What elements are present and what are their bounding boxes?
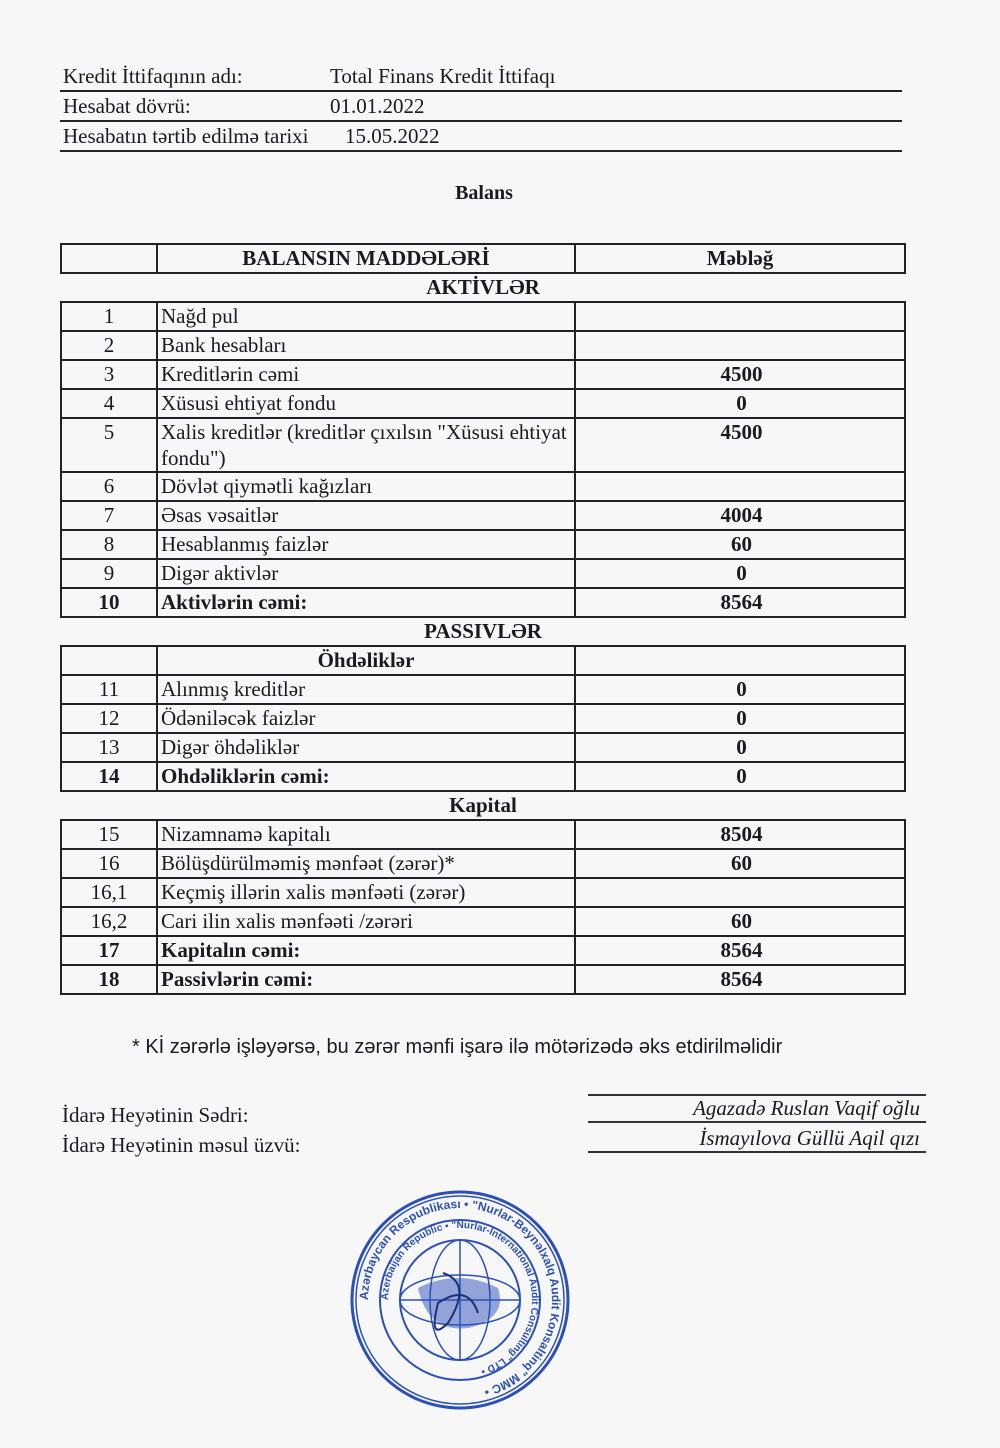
row-number: 1 — [61, 302, 157, 331]
empty-cell — [575, 646, 905, 675]
footnote: * Kİ zərərlə işləyərsə, bu zərər mənfi işarə ilə mötərizədə əks etdirilməlidir — [132, 1036, 783, 1058]
row-label: Xalis kreditlər (kreditlər çıxılsın "Xüsusi ehtiyat fondu") — [157, 418, 575, 472]
row-amount — [575, 472, 905, 501]
table-row — [61, 675, 905, 704]
table-row — [61, 501, 905, 530]
row-number: 11 — [61, 675, 157, 704]
chair-name: Agazadə Ruslan Vaqif oğlu — [588, 1094, 926, 1123]
row-number: 18 — [61, 965, 157, 994]
company-stamp — [348, 1188, 572, 1412]
row-label: Digər öhdəliklər — [157, 733, 575, 762]
row-number: 6 — [61, 472, 157, 501]
capital-heading-row — [61, 791, 905, 820]
row-label: Ohdəliklərin cəmi: — [157, 762, 575, 791]
table-row — [61, 704, 905, 733]
table-row — [61, 472, 905, 501]
row-amount — [575, 302, 905, 331]
stamp-outer-text: Azərbaycan Respublikası • "Nurlar-Beynəlxalq Audit Konsaltinq" MMC • — [356, 1196, 564, 1400]
row-amount: 0 — [575, 675, 905, 704]
union-name-value: Total Finans Kredit İttifaqı — [330, 64, 556, 88]
period-row — [60, 92, 902, 122]
row-amount: 60 — [575, 907, 905, 936]
table-row — [61, 530, 905, 559]
row-number: 3 — [61, 360, 157, 389]
table-row — [61, 907, 905, 936]
row-amount: 60 — [575, 530, 905, 559]
row-number: 12 — [61, 704, 157, 733]
table-row — [61, 389, 905, 418]
member-name: İsmayılova Güllü Aqil qızı — [588, 1126, 926, 1153]
obligations-heading: Öhdəliklər — [157, 646, 575, 675]
row-number: 7 — [61, 501, 157, 530]
row-amount: 8504 — [575, 820, 905, 849]
row-number: 14 — [61, 762, 157, 791]
table-row — [61, 965, 905, 994]
liabilities-heading: PASSIVLƏR — [61, 617, 905, 646]
row-label: Dövlət qiymətli kağızları — [157, 472, 575, 501]
row-amount: 8564 — [575, 936, 905, 965]
union-name-row — [60, 62, 902, 92]
table-row — [61, 302, 905, 331]
row-label: Kreditlərin cəmi — [157, 360, 575, 389]
row-amount: 4500 — [575, 360, 905, 389]
row-label: Keçmiş illərin xalis mənfəəti (zərər) — [157, 878, 575, 907]
header-items: BALANSIN MADDƏLƏRİ — [157, 244, 575, 273]
row-number: 13 — [61, 733, 157, 762]
table-row — [61, 559, 905, 588]
table-row — [61, 588, 905, 617]
row-number: 16 — [61, 849, 157, 878]
row-amount: 0 — [575, 762, 905, 791]
header-amount: Məbləğ — [575, 244, 905, 273]
row-number: 10 — [61, 588, 157, 617]
row-number: 17 — [61, 936, 157, 965]
table-row — [61, 733, 905, 762]
header-num-cell — [61, 244, 157, 273]
table-row — [61, 878, 905, 907]
table-row — [61, 418, 905, 472]
report-date-row — [60, 122, 902, 152]
row-label: Bölüşdürülməmiş mənfəət (zərər)* — [157, 849, 575, 878]
row-label: Xüsusi ehtiyat fondu — [157, 389, 575, 418]
row-number: 9 — [61, 559, 157, 588]
assets-heading-row — [61, 273, 905, 302]
table-row — [61, 849, 905, 878]
row-label: Nağd pul — [157, 302, 575, 331]
row-label: Alınmış kreditlər — [157, 675, 575, 704]
report-date-value: 15.05.2022 — [345, 124, 440, 148]
page-title: Balans — [455, 182, 513, 204]
row-amount: 0 — [575, 704, 905, 733]
row-label: Nizamnamə kapitalı — [157, 820, 575, 849]
table-row — [61, 360, 905, 389]
period-value: 01.01.2022 — [330, 94, 425, 118]
table-header-row — [61, 244, 905, 273]
balance-table — [60, 243, 906, 995]
row-label: Passivlərin cəmi: — [157, 965, 575, 994]
capital-heading: Kapital — [61, 791, 905, 820]
row-amount: 0 — [575, 733, 905, 762]
row-amount: 8564 — [575, 588, 905, 617]
row-label: Cari ilin xalis mənfəəti /zərəri — [157, 907, 575, 936]
row-label: Aktivlərin cəmi: — [157, 588, 575, 617]
row-amount — [575, 331, 905, 360]
row-number: 4 — [61, 389, 157, 418]
row-label: Əsas vəsaitlər — [157, 501, 575, 530]
table-row — [61, 936, 905, 965]
row-label: Ödəniləcək faizlər — [157, 704, 575, 733]
row-number: 5 — [61, 418, 157, 472]
chair-label: İdarə Heyətinin Sədri: — [62, 1103, 249, 1127]
row-amount: 60 — [575, 849, 905, 878]
row-amount — [575, 878, 905, 907]
liabilities-heading-row — [61, 617, 905, 646]
union-name-label: Kredit İttifaqının adı: — [63, 64, 243, 88]
table-row — [61, 331, 905, 360]
row-number: 15 — [61, 820, 157, 849]
member-label: İdarə Heyətinin məsul üzvü: — [62, 1133, 301, 1157]
row-label: Digər aktivlər — [157, 559, 575, 588]
period-label: Hesabat dövrü: — [63, 94, 191, 118]
row-label: Bank hesabları — [157, 331, 575, 360]
stamp-inner-text: Azerbaijan Republic • "Nurlar-International Audit Consulting" LTD • — [379, 1219, 541, 1377]
report-date-label: Hesabatın tərtib edilmə tarixi — [63, 124, 309, 148]
row-number: 16,2 — [61, 907, 157, 936]
row-label: Hesablanmış faizlər — [157, 530, 575, 559]
row-amount: 4004 — [575, 501, 905, 530]
obligations-heading-row — [61, 646, 905, 675]
table-row — [61, 762, 905, 791]
assets-heading: AKTİVLƏR — [61, 273, 905, 302]
row-number: 8 — [61, 530, 157, 559]
table-row — [61, 820, 905, 849]
row-amount: 0 — [575, 559, 905, 588]
row-amount: 0 — [575, 389, 905, 418]
row-number: 2 — [61, 331, 157, 360]
row-amount: 4500 — [575, 418, 905, 472]
empty-cell — [61, 646, 157, 675]
row-number: 16,1 — [61, 878, 157, 907]
row-label: Kapitalın cəmi: — [157, 936, 575, 965]
row-amount: 8564 — [575, 965, 905, 994]
